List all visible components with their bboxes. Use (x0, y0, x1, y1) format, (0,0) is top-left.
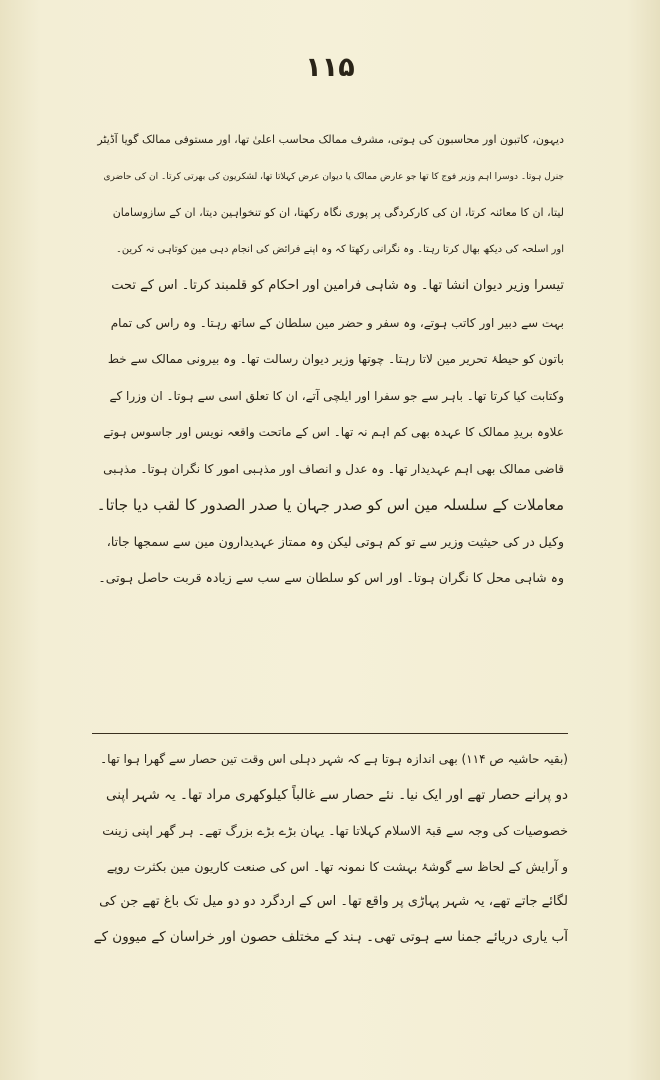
body-line: وکیل در کی حیثیت وزیر سے تو کم ہوتی لیکن وہ ممتاز عہدیدارون مین سے سمجھا جاتا، (106, 533, 564, 549)
page-number: ۱۱۵ (305, 52, 355, 83)
body-line: معاملات کے سلسلہ مین اس کو صدر جہان یا صدر الصدور کا لقب دیا جاتا۔ (96, 496, 564, 514)
body-text (96, 122, 564, 597)
footnote-line: دو پرانے حصار تھے اور ایک نیا۔ نئے حصار سے غالباً کیلوکھری مراد تھا۔ یہ شہر اپنی (106, 786, 568, 803)
footnote-line: خصوصیات کی وجہ سے قبۃ الاسلام کہلاتا تھا۔ یہان بڑے بڑے بزرگ تھے۔ ہر گھر اپنی زینت (102, 823, 568, 838)
body-line: لیتا، ان کا معائنہ کرتا، ان کی کارکردگی پر پوری نگاہ رکھتا، ان کو تنخواہین دیتا، ان کے سازوسامان (112, 206, 564, 219)
body-line: بہت سے دبیر اور کاتب ہوتے، وہ سفر و حضر مین سلطان کے ساتھ رہتا۔ وہ راس کی تمام (110, 315, 564, 330)
footnote-line: و آرایش کے لحاظ سے گوشۂ بہشت کا نمونہ تھا۔ اس کی صنعت کاریون مین بکثرت روپے (106, 858, 568, 874)
body-line: باتون کو حیطۂ تحریر مین لاتا رہتا۔ چوتھا وزیر دیوان رسالت تھا۔ وہ بیرونی ممالک سے خط (107, 352, 564, 366)
body-line: قاضی ممالک بھی اہم عہدیدار تھا۔ وہ عدل و انصاف اور مذہبی امور کا نگران ہوتا۔ مذہبی (103, 461, 564, 476)
body-line: علاوہ بریدِ ممالک کا عہدہ بھی کم اہم نہ تھا۔ اس کے ماتحت واقعہ نویس اور جاسوس ہوتے (103, 425, 564, 439)
body-line: اور اسلحہ کی دیکھ بھال کرتا رہتا۔ وہ نگرانی رکھتا کہ وہ اپنے فرائض کی انجام دہی مین کوتاہی نہ کرین۔ (115, 243, 564, 255)
body-line: وکتابت کیا کرتا تھا۔ باہر سے جو سفرا اور ایلچی آتے، ان کا تعلق اسی سے ہوتا۔ ان وزرا کے (109, 388, 564, 403)
body-line: جنرل ہوتا۔ دوسرا اہم وزیر فوج کا تھا جو عارض ممالک یا دیوان عرض کہلاتا تھا، لشکریون کی بھرتی کرتا۔ ان کی حاضری (103, 171, 564, 182)
footnote (92, 742, 568, 955)
body-line: دیہون، کاتبون اور محاسبون کی ہوتی، مشرف ممالک محاسب اعلیٰ تھا، اور مستوفی ممالک گویا آڈیٹر (97, 133, 564, 146)
body-line: وہ شاہی محل کا نگران ہوتا۔ اور اس کو سلطان سے سب سے زیادہ قربت حاصل ہوتی۔ (98, 570, 564, 585)
footnote-line: لگائے جاتے تھے، یہ شہر پہاڑی پر واقع تھا۔ اس کے اردگرد دو دو میل تک باغ تھے جن کی (99, 894, 568, 909)
body-line: تیسرا وزیر دیوان انشا تھا۔ وہ شاہی فرامین اور احکام کو قلمبند کرتا۔ اس کے تحت (111, 278, 564, 293)
footnote-divider (92, 733, 568, 734)
footnote-line: آب یاری دریائے جمنا سے ہوتی تھی۔ ہند کے مختلف حصون اور خراسان کے میوون کے (93, 928, 568, 945)
footnote-line: (بقیہ حاشیہ ص ۱۱۴) بھی اندازہ ہوتا ہے کہ شہر دہلی اس وقت تین حصار سے گھرا ہوا تھا۔ (100, 752, 568, 766)
